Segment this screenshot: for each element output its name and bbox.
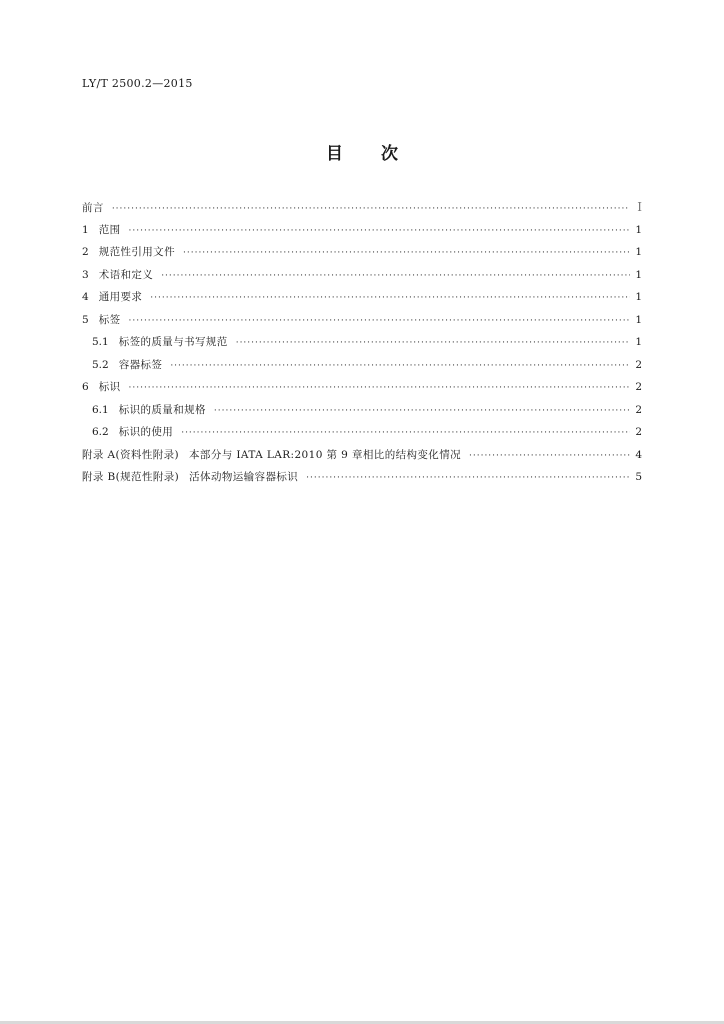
toc-leader-dots [150,287,630,310]
toc-entry-page: 1 [635,223,642,236]
toc-leader-dots [161,265,630,288]
toc-entry-6-1[interactable] [82,399,642,422]
toc-entry-5-1[interactable] [82,331,642,354]
toc-leader-dots [183,242,630,265]
annex-type: (资料性附录) [115,448,180,461]
toc-leader-dots [129,310,631,333]
toc-entry-page: 5 [635,471,642,483]
title-char-1: 目 [326,144,343,164]
toc-entry-number: 5.2 [92,358,109,371]
toc-entry-page: 2 [635,381,642,393]
toc-entry-label: 标识的使用 [118,426,174,438]
toc-entry-number: 6.2 [92,426,109,438]
toc-entry-number: 4 [82,291,89,303]
toc-entry-number: 3 [82,268,89,281]
document-code: LY/T 2500.2—2015 [82,77,193,90]
toc-entry-label: 标签 [98,313,121,326]
toc-entry-annex-a[interactable] [82,444,642,467]
toc-entry-number: 2 [82,246,89,258]
toc-entry-number: 6 [82,381,89,393]
toc-entry-foreword[interactable] [82,196,642,219]
toc-leader-dots [112,198,630,221]
toc-entry-page: 1 [635,336,642,348]
annex-title: 活体动物运输容器标识 [189,471,299,483]
toc-leader-dots [129,220,631,243]
page-title [0,139,724,164]
toc-entry-page: 4 [635,448,642,461]
toc-entry-label: 通用要求 [98,291,143,303]
toc-entry-6-2[interactable] [82,421,642,444]
toc-entry-page: 1 [635,291,642,303]
toc-entry-page: I [637,200,642,214]
annex-number: 附录 B [82,471,116,483]
toc-entry-page: 2 [635,403,642,416]
toc-entry-6[interactable] [82,376,642,399]
toc-entry-label [82,466,298,489]
toc-entry-page: 2 [635,426,642,438]
toc-entry-page: 1 [635,313,642,326]
toc-entry-page: 1 [635,268,642,281]
toc-entry-label: 前言 [82,202,104,214]
toc-entry-label: 容器标签 [118,358,163,371]
toc-entry-label [82,444,461,467]
annex-number: 附录 A [82,448,116,461]
toc-entry-label: 标签的质量与书写规范 [118,336,228,348]
toc-entry-number: 5 [82,313,89,326]
toc-entry-page: 2 [635,358,642,371]
toc-entry-4[interactable] [82,286,642,309]
toc-leader-dots [236,332,630,355]
toc-leader-dots [170,355,630,378]
toc-entry-label: 标识的质量和规格 [118,403,206,416]
toc-entry-page: 1 [635,246,642,258]
table-of-contents [82,196,642,489]
toc-leader-dots [306,467,630,490]
annex-title: 本部分与 IATA LAR:2010 第 9 章相比的结构变化情况 [189,448,461,461]
annex-type: (规范性附录) [115,471,180,483]
toc-entry-number: 5.1 [92,336,109,348]
toc-entry-label: 规范性引用文件 [98,246,175,258]
toc-entry-1[interactable] [82,219,642,242]
toc-entry-number: 6.1 [92,403,109,416]
toc-entry-number: 1 [82,223,89,236]
toc-entry-5[interactable] [82,309,642,332]
toc-entry-label: 范围 [98,223,121,236]
toc-entry-label: 术语和定义 [98,268,154,281]
title-char-2: 次 [381,144,398,164]
toc-leader-dots [181,422,630,445]
toc-entry-5-2[interactable] [82,354,642,377]
toc-leader-dots [214,400,630,423]
toc-leader-dots [129,377,631,400]
toc-entry-3[interactable] [82,264,642,287]
toc-entry-2[interactable] [82,241,642,264]
toc-entry-annex-b[interactable] [82,466,642,489]
toc-leader-dots [469,445,630,468]
toc-entry-label: 标识 [98,381,121,393]
